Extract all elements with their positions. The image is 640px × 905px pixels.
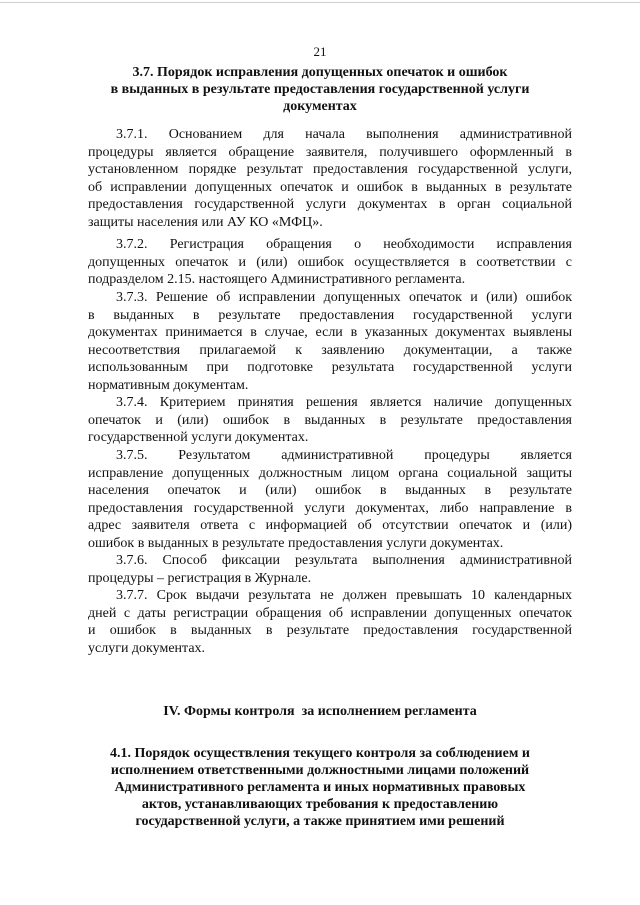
paragraph-3-7-1 [88,126,572,232]
text-line: и ошибок в выданных в результате предоставления государственной [88,623,572,639]
text-line: в выданных в результате предоставления государственной услуги [88,307,572,323]
section-4-1-heading [80,745,560,830]
text-line: защиты населения или АУ КО «МФЦ». [88,214,323,230]
heading-line: государственной услуги, а также принятием ими решений [135,814,505,829]
heading-line: 3.7. Порядок исправления допущенных опечаток и ошибок [132,65,508,80]
paragraph-3-7-6 [88,552,572,587]
text-line: услуги документах. [88,640,206,656]
text-line: нормативным документам. [88,377,249,393]
paragraph-3-7-3 [88,289,572,395]
section-3-7-heading [80,64,560,115]
paragraph-3-7-5 [88,447,572,553]
text-line: использованным при подготовке результата государственной услуги [88,360,572,376]
page-number: 21 [313,44,327,59]
paragraph-3-7-2 [88,236,572,289]
heading-line: документах [283,99,357,114]
text-line: 3.7.4. Критерием принятия решения является наличие допущенных [116,395,572,410]
text-line: предоставления государственной услуги документах в орган социальной [88,197,572,213]
heading-line: актов, устанавливающих требования к предоставлению [141,797,499,812]
text-line: 3.7.7. Срок выдачи результата не должен превышать 10 календарных [116,588,572,603]
text-line: установленном порядке результат предоставления государственной услуги, [88,162,572,178]
paragraph-3-7-7 [88,587,572,657]
text-line: опечаток и (или) ошибок в выданных в результате предоставления [88,412,572,428]
text-line: 3.7.3. Решение об исправлении допущенных опечаток и (или) ошибок [116,290,572,305]
text-line: 3.7.2. Регистрация обращения о необходимости исправления [116,237,572,252]
text-line: 3.7.6. Способ фиксации результата выполнения административной [116,553,572,568]
text-line: допущенных опечаток и (или) ошибок осуществляется в соответствии с [88,254,572,270]
text-line: ошибок в выданных в результате предоставления услуги документах. [88,535,504,551]
text-line: 3.7.1. Основанием для начала выполнения административной [116,127,572,142]
text-line: процедуры является обращение заявителя, получившего оформленный в [88,144,572,160]
paragraph-3-7-4 [88,394,572,447]
text-line: исправление допущенных должностным лицом органа социальной защиты [88,465,572,481]
heading-line: исполнением ответственными должностными лицами положений [110,763,530,778]
text-line: подразделом 2.15. настоящего Административного регламента. [88,272,466,288]
text-line: процедуры – регистрация в Журнале. [88,570,312,586]
text-line: документах принимается в случае, если в указанных документах выявлены [88,325,572,341]
heading-line: 4.1. Порядок осуществления текущего контроля за соблюдением и [110,746,530,761]
heading-line: в выданных в результате предоставления государственной услуги [110,82,530,97]
section-IV-heading [80,703,560,720]
text-line: об исправлении допущенных опечаток и ошибок в выданных в результате [88,179,572,195]
text-line: государственной услуги документах. [88,430,309,446]
text-line: несоответствия прилагаемой к заявлению документации, а также [88,342,572,358]
heading-line: Административного регламента и иных нормативных правовых [114,780,526,795]
text-line: адрес заявителя ответа с информацией об отсутствии опечаток и (или) [88,518,572,534]
text-line: дней с даты регистрации обращения об исправлении допущенных опечаток [88,605,572,621]
scan-top-edge [0,2,640,3]
text-line: 3.7.5. Результатом административной процедуры является [116,448,572,463]
text-line: предоставления государственной услуги документах, либо направление в [88,500,572,516]
heading-line: IV. Формы контроля за исполнением регламента [163,704,477,719]
text-line: населения опечаток и (или) ошибок в выданных в результате [88,483,572,499]
